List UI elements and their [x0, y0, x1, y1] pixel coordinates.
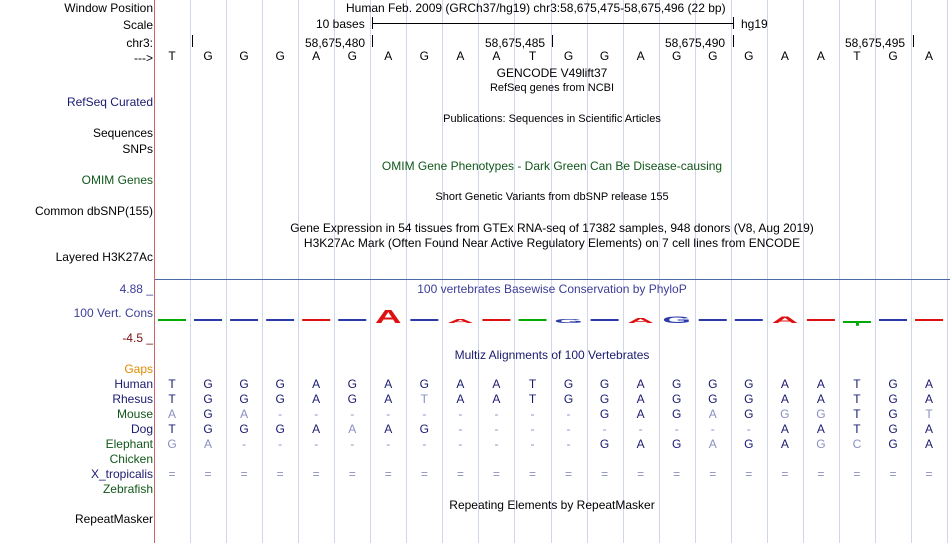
- reference-base: A: [456, 49, 465, 63]
- alignment-base: -: [458, 437, 463, 451]
- alignment-base: G: [275, 422, 285, 436]
- alignment-base: G: [275, 392, 285, 406]
- phylop-bar: [879, 319, 907, 321]
- h3k27ac-track-title[interactable]: H3K27Ac Mark (Often Found Near Active Regulatory Elements) on 7 cell lines from ENCODE: [303, 236, 801, 250]
- reference-base: G: [708, 49, 718, 63]
- repeatmasker-track-title[interactable]: Repeating Elements by RepeatMasker: [449, 498, 655, 512]
- alignment-base: =: [817, 467, 825, 481]
- alignment-base: A: [456, 377, 465, 391]
- sequences-label[interactable]: Sequences: [92, 126, 153, 140]
- reference-base: T: [528, 49, 537, 63]
- phylop-letter: G: [554, 318, 583, 325]
- alignment-base: T: [853, 407, 861, 421]
- alignment-base: T: [420, 392, 429, 406]
- phylop-bar: [194, 319, 222, 321]
- alignment-base: A: [925, 392, 934, 406]
- alignment-base: -: [386, 437, 391, 451]
- omim-track-title[interactable]: OMIM Gene Phenotypes - Dark Green Can Be Disease-causing: [381, 159, 723, 173]
- alignment-base: -: [674, 422, 679, 436]
- alignment-base: -: [530, 422, 535, 436]
- reference-base: A: [492, 49, 501, 63]
- alignment-base: -: [530, 437, 535, 451]
- omim-genes-label[interactable]: OMIM Genes: [81, 173, 153, 187]
- alignment-base: A: [384, 377, 393, 391]
- alignment-base: -: [494, 437, 499, 451]
- alignment-base: A: [925, 437, 934, 451]
- alignment-base: G: [816, 407, 826, 421]
- strand-toggle[interactable]: --->: [134, 51, 153, 65]
- alignment-base: A: [816, 392, 825, 406]
- alignment-base: T: [528, 392, 537, 406]
- alignment-base: A: [780, 437, 789, 451]
- alignment-base: G: [888, 407, 898, 421]
- species-label-dog[interactable]: Dog: [130, 422, 153, 436]
- scale-bar-text: 10 bases: [316, 17, 365, 31]
- alignment-base: G: [275, 377, 285, 391]
- species-label-elephant[interactable]: Elephant: [105, 437, 153, 451]
- alignment-base: G: [203, 407, 213, 421]
- alignment-base: G: [563, 377, 574, 391]
- alignment-base: G: [563, 392, 574, 406]
- reference-base: A: [312, 49, 321, 63]
- alignment-base: G: [888, 422, 898, 436]
- alignment-base: G: [203, 422, 213, 436]
- alignment-base: G: [347, 377, 357, 391]
- reference-base: A: [925, 49, 934, 63]
- coord-label: 58,675,490: [665, 36, 726, 50]
- alignment-base: A: [492, 392, 501, 406]
- alignment-base: G: [599, 392, 610, 406]
- alignment-base: -: [314, 407, 319, 421]
- reference-base: G: [599, 49, 610, 63]
- phylop-letter: A: [375, 307, 402, 328]
- phylop-bar: [807, 319, 835, 321]
- gencode-track-title[interactable]: GENCODE V49lift37: [496, 66, 608, 80]
- phylop-bar: [302, 319, 330, 321]
- alignment-base: G: [419, 422, 430, 436]
- phylop-bar: [591, 319, 619, 321]
- alignment-base: -: [386, 407, 391, 421]
- alignment-base: -: [350, 407, 355, 421]
- alignment-base: =: [384, 467, 392, 481]
- species-label-chicken[interactable]: Chicken: [109, 452, 153, 466]
- reference-base: A: [636, 49, 645, 63]
- alignment-base: =: [853, 467, 861, 481]
- alignment-base: =: [240, 467, 248, 481]
- alignment-base: G: [239, 377, 249, 391]
- alignment-base: A: [708, 437, 717, 451]
- phylop-bar: [338, 319, 366, 321]
- phylop-bar: [158, 319, 186, 321]
- alignment-base: =: [204, 467, 212, 481]
- reference-base: G: [347, 49, 357, 63]
- alignment-base: -: [746, 422, 751, 436]
- reference-base: G: [888, 49, 898, 63]
- phylop-bar: [266, 319, 294, 321]
- alignment-base: G: [744, 407, 754, 421]
- alignment-base: G: [239, 392, 249, 406]
- species-label-x_tropicalis[interactable]: X_tropicalis: [90, 467, 153, 481]
- phylop-bar: [519, 319, 547, 321]
- alignment-base: -: [458, 407, 463, 421]
- reference-base: A: [816, 49, 825, 63]
- alignment-base: =: [168, 467, 176, 481]
- alignment-base: C: [852, 437, 862, 451]
- phylop-bar: [856, 321, 859, 326]
- gtex-track-title[interactable]: Gene Expression in 54 tissues from GTEx RNA-seq of 17382 samples, 948 donors (V8, Aug 2019): [290, 221, 814, 235]
- alignment-base: G: [672, 377, 682, 391]
- scale-assembly: hg19: [741, 17, 768, 31]
- alignment-base: A: [312, 422, 321, 436]
- chrom-label: chr3:: [126, 36, 153, 50]
- reference-base: G: [239, 49, 249, 63]
- reference-base: G: [203, 49, 213, 63]
- reference-base: A: [384, 49, 393, 63]
- alignment-base: -: [566, 437, 571, 451]
- species-label-zebrafish[interactable]: Zebrafish: [102, 482, 153, 496]
- alignment-base: =: [276, 467, 284, 481]
- snps-label[interactable]: SNPs: [122, 142, 153, 156]
- coord-label: 58,675,480: [305, 36, 366, 50]
- alignment-base: T: [168, 392, 176, 406]
- alignment-base: A: [240, 407, 249, 421]
- alignment-base: T: [853, 377, 861, 391]
- alignment-base: -: [278, 437, 283, 451]
- dbsnp-track-title[interactable]: Short Genetic Variants from dbSNP release 155: [435, 191, 669, 203]
- layered-h3k27ac-label[interactable]: Layered H3K27Ac: [55, 250, 153, 264]
- alignment-base: A: [925, 422, 934, 436]
- phylop-letter: A: [627, 316, 654, 325]
- reference-base: G: [563, 49, 574, 63]
- alignment-base: G: [419, 377, 430, 391]
- alignment-base: G: [203, 377, 213, 391]
- alignment-base: -: [422, 407, 427, 421]
- alignment-base: G: [744, 377, 754, 391]
- alignment-base: =: [889, 467, 897, 481]
- alignment-base: =: [565, 467, 573, 481]
- alignment-base: G: [599, 377, 610, 391]
- alignment-base: A: [636, 392, 645, 406]
- reference-base: A: [780, 49, 789, 63]
- publications-track-title[interactable]: Publications: Sequences in Scientific Articles: [443, 113, 661, 125]
- phylop-bar: [915, 319, 943, 321]
- alignment-base: A: [636, 377, 645, 391]
- alignment-base: G: [888, 392, 898, 406]
- alignment-base: =: [637, 467, 645, 481]
- common-dbsnp-label[interactable]: Common dbSNP(155): [34, 204, 153, 218]
- alignment-base: =: [709, 467, 717, 481]
- alignment-base: -: [710, 422, 715, 436]
- phylop-letter: A: [447, 317, 474, 325]
- alignment-base: -: [566, 422, 571, 436]
- alignment-base: A: [492, 377, 501, 391]
- species-label-human[interactable]: Human: [114, 377, 153, 391]
- alignment-base: G: [780, 407, 790, 421]
- alignment-base: G: [888, 377, 898, 391]
- alignment-base: A: [816, 377, 825, 391]
- alignment-base: A: [708, 407, 717, 421]
- reference-base: G: [275, 49, 285, 63]
- alignment-base: T: [168, 377, 176, 391]
- alignment-base: =: [601, 467, 609, 481]
- alignment-base: T: [853, 422, 861, 436]
- alignment-base: =: [673, 467, 681, 481]
- alignment-base: G: [708, 392, 718, 406]
- alignment-base: =: [925, 467, 933, 481]
- phylop-max-label: 4.88 _: [119, 282, 153, 296]
- alignment-base: A: [780, 377, 789, 391]
- alignment-base: -: [530, 407, 535, 421]
- vert-cons-label[interactable]: 100 Vert. Cons: [73, 306, 153, 320]
- species-label-mouse[interactable]: Mouse: [116, 407, 153, 421]
- species-label-rhesus[interactable]: Rhesus: [112, 392, 153, 406]
- alignment-base: =: [348, 467, 356, 481]
- alignment-base: =: [492, 467, 500, 481]
- alignment-base: =: [420, 467, 428, 481]
- window-position-label: Window Position: [64, 1, 153, 15]
- alignment-base: -: [422, 437, 427, 451]
- scale-label: Scale: [122, 18, 153, 32]
- alignment-base: A: [816, 422, 825, 436]
- phylop-track-title[interactable]: 100 vertebrates Basewise Conservation by PhyloP: [417, 282, 687, 296]
- alignment-base: G: [599, 437, 610, 451]
- alignment-base: G: [672, 392, 682, 406]
- alignment-base: =: [781, 467, 789, 481]
- phylop-letter: G: [662, 314, 692, 326]
- reference-base: G: [672, 49, 682, 63]
- phylop-min-label: -4.5 _: [122, 331, 153, 345]
- alignment-base: A: [204, 437, 213, 451]
- alignment-base: G: [888, 437, 898, 451]
- coord-label: 58,675,495: [845, 36, 906, 50]
- alignment-base: A: [780, 422, 789, 436]
- alignment-base: T: [853, 392, 861, 406]
- alignment-base: G: [744, 392, 754, 406]
- reference-base: T: [168, 49, 176, 63]
- alignment-base: G: [672, 437, 682, 451]
- alignment-base: A: [780, 392, 789, 406]
- multiz-track-title[interactable]: Multiz Alignments of 100 Vertebrates: [454, 348, 650, 362]
- alignment-base: T: [528, 377, 537, 391]
- phylop-bar: [735, 319, 763, 321]
- alignment-base: -: [602, 422, 607, 436]
- alignment-base: -: [350, 437, 355, 451]
- alignment-base: A: [636, 407, 645, 421]
- alignment-base: -: [494, 422, 499, 436]
- phylop-bar: [230, 319, 258, 321]
- alignment-base: A: [636, 437, 645, 451]
- alignment-base: A: [167, 407, 176, 421]
- alignment-base: T: [168, 422, 176, 436]
- alignment-base: A: [925, 377, 934, 391]
- repeatmasker-label[interactable]: RepeatMasker: [74, 512, 153, 526]
- alignment-base: G: [347, 392, 357, 406]
- alignment-base: -: [566, 407, 571, 421]
- alignment-base: G: [672, 407, 682, 421]
- alignment-base: G: [744, 437, 754, 451]
- alignment-base: -: [458, 422, 463, 436]
- reference-base: G: [419, 49, 430, 63]
- phylop-bar: [410, 319, 438, 321]
- reference-base: T: [853, 49, 861, 63]
- alignment-base: -: [314, 437, 319, 451]
- alignment-base: A: [312, 392, 321, 406]
- window-position-value: Human Feb. 2009 (GRCh37/hg19) chr3:58,675,475-58,675,496 (22 bp): [346, 1, 726, 15]
- alignment-base: -: [494, 407, 499, 421]
- alignment-base: G: [599, 407, 610, 421]
- refseq-curated-label[interactable]: RefSeq Curated: [66, 95, 153, 109]
- alignment-base: G: [167, 437, 177, 451]
- alignment-base: T: [925, 407, 933, 421]
- alignment-base: G: [203, 392, 213, 406]
- alignment-base: G: [239, 422, 249, 436]
- alignment-base: A: [348, 422, 357, 436]
- alignment-base: -: [242, 437, 247, 451]
- alignment-base: -: [278, 407, 283, 421]
- alignment-base: =: [312, 467, 320, 481]
- alignment-base: =: [456, 467, 464, 481]
- alignment-base: A: [312, 377, 321, 391]
- alignment-base: A: [384, 392, 393, 406]
- coord-label: 58,675,485: [485, 36, 546, 50]
- alignment-base: A: [384, 422, 393, 436]
- gaps-label[interactable]: Gaps: [124, 362, 153, 376]
- alignment-base: G: [708, 377, 718, 391]
- phylop-letter: A: [771, 314, 799, 326]
- alignment-base: =: [528, 467, 536, 481]
- refseq-track-title[interactable]: RefSeq genes from NCBI: [489, 82, 615, 94]
- phylop-bar: [482, 319, 510, 321]
- alignment-base: G: [816, 437, 826, 451]
- alignment-base: =: [745, 467, 753, 481]
- alignment-base: A: [456, 392, 465, 406]
- reference-base: G: [744, 49, 754, 63]
- alignment-base: -: [638, 422, 643, 436]
- phylop-bar: [699, 319, 727, 321]
